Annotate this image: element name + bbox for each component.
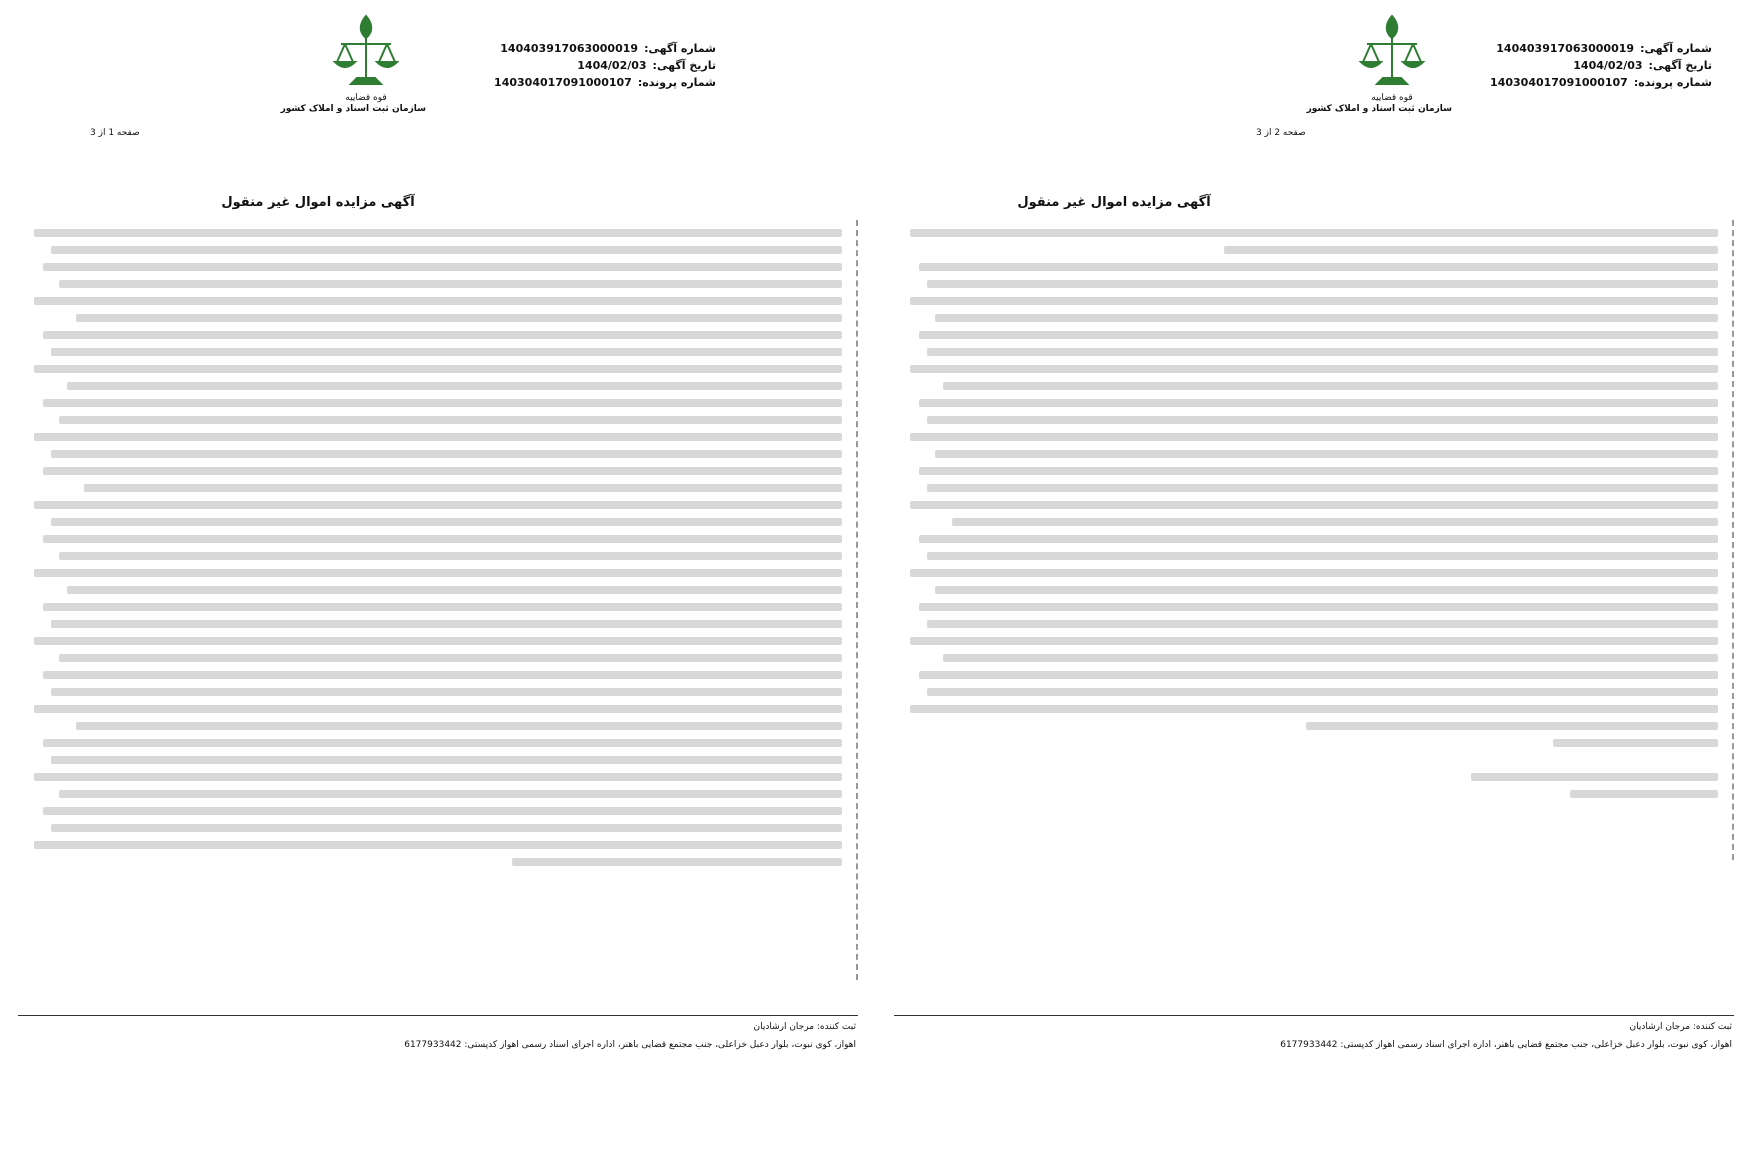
emblem-caption-organization: سازمان ثبت اسناد و املاک کشور (1306, 104, 1452, 114)
placeholder-line (51, 246, 842, 254)
placeholder-line (943, 654, 1718, 662)
ad-date-row (386, 57, 716, 74)
placeholder-line (43, 467, 842, 475)
placeholder-line (34, 229, 842, 237)
placeholder-line (910, 433, 1718, 441)
placeholder-line (84, 484, 842, 492)
placeholder-line (51, 756, 842, 764)
placeholder-line (34, 569, 842, 577)
illegible-notice-body-placeholder (894, 220, 1734, 860)
placeholder-line (34, 433, 842, 441)
placeholder-line (927, 620, 1718, 628)
placeholder-line (1471, 773, 1718, 781)
placeholder-line (76, 314, 842, 322)
placeholder-line (34, 841, 842, 849)
placeholder-line (927, 484, 1718, 492)
ad-number-label: شماره آگهی: (1640, 42, 1712, 55)
judiciary-emblem (280, 10, 426, 125)
placeholder-line (51, 824, 842, 832)
scales-of-justice-icon (331, 10, 401, 92)
placeholder-line (43, 739, 842, 747)
placeholder-line (935, 586, 1718, 594)
placeholder-line (910, 501, 1718, 509)
illegible-notice-body-placeholder (18, 220, 858, 980)
office-address-line: اهواز، کوی نبوت، بلوار دعبل خزاعلی، جنب مجتمع قضایی باهنر، اداره اجرای اسناد رسمی اهواز کدپستی: 6177933442 (404, 1040, 856, 1050)
placeholder-line (51, 518, 842, 526)
judiciary-emblem (1306, 10, 1452, 125)
ad-date-label: تاریخ آگهی: (652, 59, 716, 72)
placeholder-line (919, 603, 1718, 611)
placeholder-line (59, 790, 842, 798)
placeholder-line (51, 688, 842, 696)
notice-page-2 (876, 0, 1752, 1158)
ad-date-label: تاریخ آگهی: (1648, 59, 1712, 72)
scales-of-justice-icon (1357, 10, 1427, 92)
placeholder-line (910, 365, 1718, 373)
emblem-caption-organization: سازمان ثبت اسناد و املاک کشور (280, 104, 426, 114)
placeholder-line (910, 569, 1718, 577)
placeholder-line (43, 331, 842, 339)
registrar-line: ثبت کننده: مرجان ارشادیان (753, 1022, 856, 1032)
placeholder-line (935, 450, 1718, 458)
notice-meta (386, 40, 716, 91)
placeholder-line (43, 671, 842, 679)
footer-divider (894, 1015, 1734, 1016)
registrar-line: ثبت کننده: مرجان ارشادیان (1629, 1022, 1732, 1032)
placeholder-line (910, 229, 1718, 237)
placeholder-line (910, 637, 1718, 645)
footer-divider (18, 1015, 858, 1016)
placeholder-line (919, 263, 1718, 271)
placeholder-line (34, 705, 842, 713)
placeholder-line (927, 416, 1718, 424)
placeholder-line (34, 637, 842, 645)
placeholder-line (1570, 790, 1718, 798)
placeholder-line (952, 518, 1718, 526)
emblem-caption-judiciary: قوه قضاییه (345, 93, 387, 103)
case-number-value: 140304017091000107 (1490, 76, 1628, 89)
placeholder-line (34, 297, 842, 305)
placeholder-line (34, 773, 842, 781)
placeholder-line (67, 382, 842, 390)
placeholder-line (927, 552, 1718, 560)
placeholder-line (1553, 739, 1718, 747)
notice-heading: آگهی مزایده اموال غیر منقول (1017, 195, 1211, 210)
page-number: صفحه 2 از 3 (1256, 128, 1306, 138)
placeholder-line (927, 280, 1718, 288)
placeholder-line (43, 603, 842, 611)
placeholder-line (935, 314, 1718, 322)
placeholder-line (43, 535, 842, 543)
placeholder-line (1306, 722, 1718, 730)
case-number-value: 140304017091000107 (494, 76, 632, 89)
notice-heading: آگهی مزایده اموال غیر منقول (221, 195, 415, 210)
ad-number-value: 140403917063000019 (1496, 42, 1635, 55)
placeholder-line (43, 399, 842, 407)
placeholder-line (927, 348, 1718, 356)
ad-date-value: 1404/02/03 (577, 59, 647, 72)
placeholder-line (919, 331, 1718, 339)
emblem-caption-judiciary: قوه قضاییه (1371, 93, 1413, 103)
placeholder-line (59, 280, 842, 288)
placeholder-line (34, 501, 842, 509)
ad-date-value: 1404/02/03 (1573, 59, 1643, 72)
placeholder-line (59, 654, 842, 662)
ad-number-value: 140403917063000019 (500, 42, 639, 55)
placeholder-line (59, 552, 842, 560)
case-number-label: شماره پرونده: (1633, 76, 1712, 89)
case-number-label: شماره پرونده: (637, 76, 716, 89)
placeholder-line (943, 382, 1718, 390)
ad-number-label: شماره آگهی: (644, 42, 716, 55)
placeholder-line (919, 467, 1718, 475)
placeholder-line (43, 807, 842, 815)
ad-number-row (386, 40, 716, 57)
placeholder-line (512, 858, 842, 866)
placeholder-line (59, 416, 842, 424)
placeholder-line (910, 297, 1718, 305)
placeholder-line (919, 535, 1718, 543)
page-number: صفحه 1 از 3 (90, 128, 140, 138)
placeholder-line (927, 688, 1718, 696)
placeholder-line (51, 450, 842, 458)
placeholder-line (51, 620, 842, 628)
case-number-row (386, 74, 716, 91)
placeholder-line (34, 365, 842, 373)
placeholder-line (910, 705, 1718, 713)
placeholder-line (51, 348, 842, 356)
placeholder-line (43, 263, 842, 271)
placeholder-line (67, 586, 842, 594)
office-address-line: اهواز، کوی نبوت، بلوار دعبل خزاعلی، جنب مجتمع قضایی باهنر، اداره اجرای اسناد رسمی اهواز کدپستی: 6177933442 (1280, 1040, 1732, 1050)
placeholder-line (76, 722, 842, 730)
placeholder-line (919, 671, 1718, 679)
placeholder-line (919, 399, 1718, 407)
placeholder-line (1224, 246, 1718, 254)
